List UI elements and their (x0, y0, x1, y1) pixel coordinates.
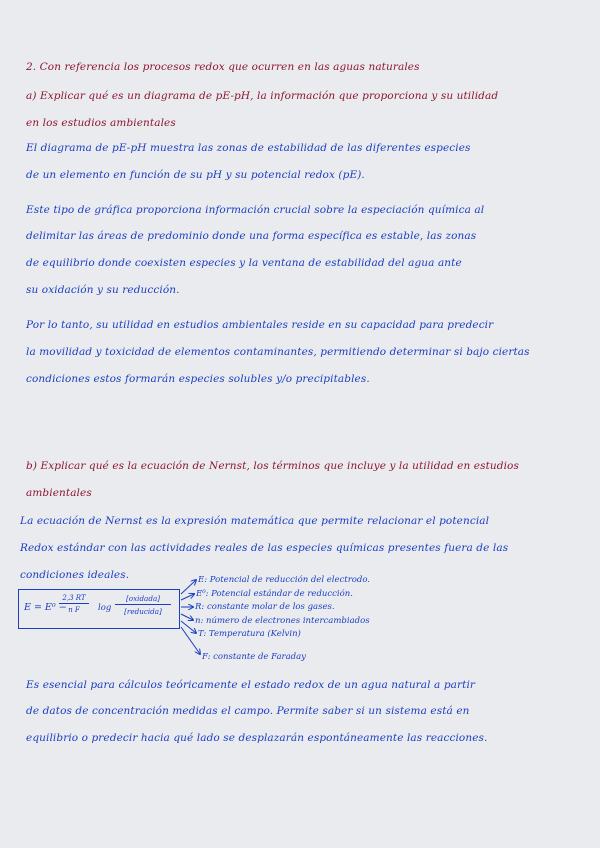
part-a-p2-line-2: delimitar las áreas de predominio donde una forma específica es estable, las zonas (26, 230, 477, 242)
term-f: F: constante de Faraday (202, 652, 306, 662)
log-symbol: log (98, 603, 112, 613)
term-e0: E⁰: Potencial estándar de reducción. (196, 589, 353, 599)
part-a-p2-line-4: su oxidación y su reducción. (26, 284, 180, 296)
term-n: n: número de electrones intercambiados (195, 616, 370, 626)
part-a-p3-line-1: Por lo tanto, su utilidad en estudios ambientales reside en su capacidad para predecir (26, 319, 494, 331)
term-t: T: Temperatura (Kelvin) (198, 629, 301, 639)
part-a-prompt-line-1: a) Explicar qué es un diagrama de pE-pH, la información que proporciona y su utilidad (26, 90, 499, 102)
part-a-p1-line-2: de un elemento en función de su pH y su potencial redox (pE). (26, 169, 365, 181)
log-denominator: [reducida] (124, 607, 162, 616)
log-numerator: [oxidada] (115, 594, 171, 605)
arrow-to-t (181, 621, 196, 633)
part-a-p3-line-2: la movilidad y toxicidad de elementos contaminantes, permitiendo determinar si bajo ciertas (26, 346, 530, 358)
coefficient-numerator: 2,3 RT (59, 594, 89, 604)
part-b-intro-line-2: Redox estándar con las actividades reales de las especies químicas presentes fuera de las (20, 542, 509, 554)
part-b-closing-line-3: equilibrio o predecir hacia qué lado se desplazarán espontáneamente las reacciones. (26, 732, 488, 744)
arrow-to-n (181, 614, 193, 620)
part-a-prompt-line-2: en los estudios ambientales (26, 117, 176, 129)
equation-lhs: E = E⁰ − (24, 602, 67, 613)
part-a-p2-line-1: Este tipo de gráfica proporciona información crucial sobre la especiación química al (26, 204, 485, 216)
term-r: R: constante molar de los gases. (195, 602, 335, 612)
part-a-p2-line-3: de equilibrio donde coexisten especies y la ventana de estabilidad del agua ante (26, 257, 462, 269)
part-b-intro-line-3: condiciones ideales. (20, 569, 130, 581)
part-a-p3-line-3: condiciones estos formarán especies solubles y/o precipitables. (26, 373, 370, 385)
arrow-to-e (181, 580, 196, 594)
part-b-prompt-line-1: b) Explicar qué es la ecuación de Nernst, los términos que incluye y la utilidad en estudios (26, 460, 519, 472)
arrow-to-e0 (181, 594, 194, 600)
part-b-closing-line-2: de datos de concentración medidas el campo. Permite saber si un sistema está en (26, 705, 470, 717)
part-b-closing-line-1: Es esencial para cálculos teóricamente el estado redox de un agua natural a partir (26, 679, 476, 691)
coefficient-denominator: n F (68, 606, 80, 614)
part-b-intro-line-1: La ecuación de Nernst es la expresión matemática que permite relacionar el potencial (20, 515, 490, 527)
question-title: 2. Con referencia los procesos redox que ocurren en las aguas naturales (26, 61, 420, 73)
part-b-prompt-line-2: ambientales (26, 487, 92, 499)
part-a-p1-line-1: El diagrama de pE-pH muestra las zonas de estabilidad de las diferentes especies (26, 142, 471, 154)
term-e: E: Potencial de reducción del electrodo. (198, 575, 371, 585)
